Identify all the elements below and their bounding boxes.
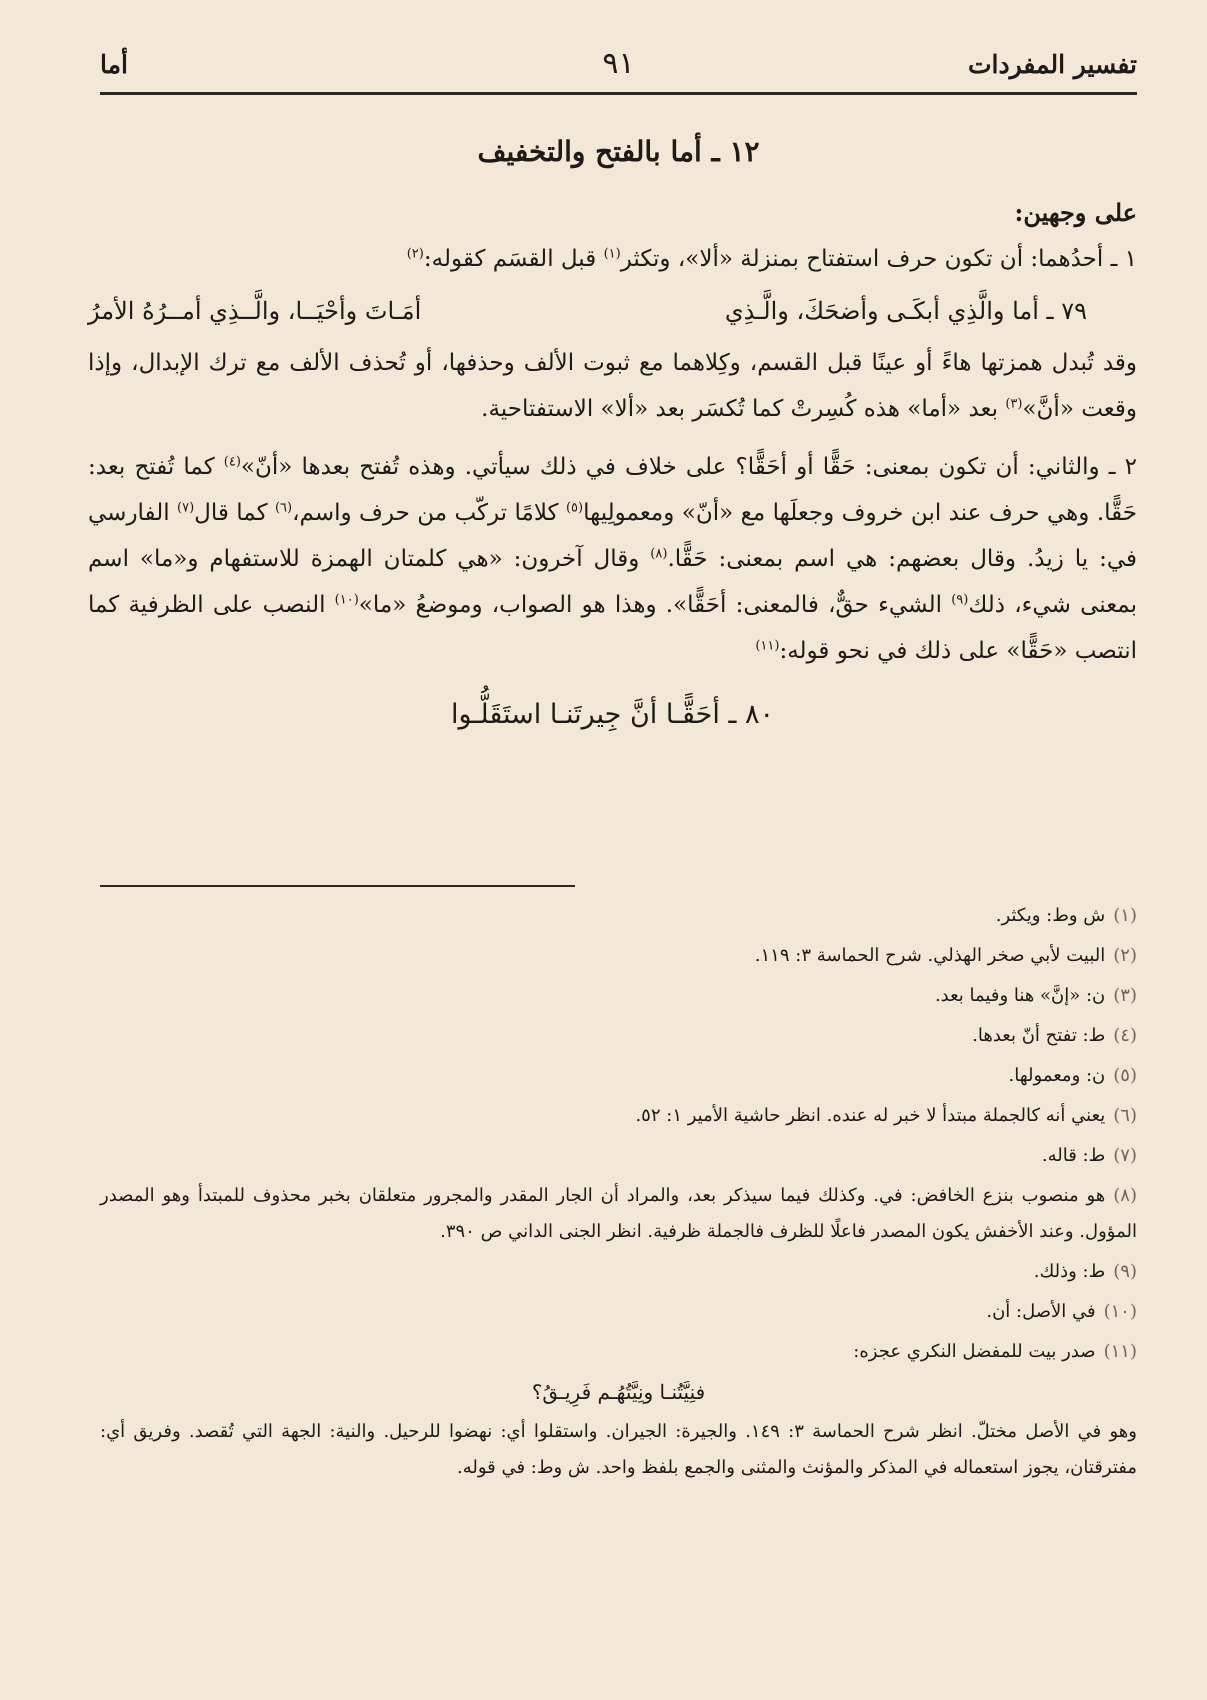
footnote-5	[100, 1058, 1137, 1094]
footnote-9	[100, 1254, 1137, 1290]
footnote-verse: فنِيَّتُنـا ونِيَّتُهُـم فَرِيـقُ؟	[531, 1380, 706, 1404]
footnote-4	[100, 1018, 1137, 1054]
footnote-text: ش وط: ويكثر.	[995, 905, 1106, 926]
footnote-ref[interactable]: (٥)	[565, 500, 584, 516]
footnote-ref[interactable]: (٩)	[951, 592, 969, 608]
footnote-2	[100, 938, 1137, 974]
sense-two-text: كما قال	[194, 500, 275, 526]
footnote-8	[100, 1178, 1137, 1250]
footnote-ref[interactable]: (٦)	[274, 500, 293, 516]
paragraph-text-a: وقد تُبدل همزتها هاءً أو عينًا قبل القسم، وكِلاهما مع ثبوت الألف وحذفها، أو تُحذف الألف مع ترك الإبدال، وإذا وقعت «أنَّ»	[88, 350, 1137, 422]
header-rule	[100, 92, 1137, 95]
footnote-rule	[100, 885, 575, 887]
footnote-number: (١٠)	[1103, 1301, 1137, 1322]
footnote-ref[interactable]: (١١)	[755, 638, 780, 654]
sense-one-text-a: ١ ـ أحدُهما: أن تكون حرف استفتاح بمنزلة «ألا»، وتكثر	[620, 246, 1137, 272]
footnote-text: ن: «إنَّ» هنا وفيما بعد.	[934, 985, 1106, 1006]
footnote-number: (٥)	[1113, 1065, 1137, 1086]
book-title: تفسير المفردات	[967, 50, 1137, 79]
footnote-number: (١١)	[1103, 1341, 1137, 1362]
footnote-text: في الأصل: أن.	[986, 1301, 1096, 1322]
footnote-ref[interactable]: (٢)	[406, 246, 424, 262]
footnote-11-continuation: وهو في الأصل مختلّ. انظر شرح الحماسة ٣: ١٤٩. والجيرة: الجيران. واستقلوا أي: نهضوا للرحيل. والنية: الجهة التي تُقصد. وفريق أي: مفترقتان، يجوز استعماله في المذكر والمؤنث والمثنى والجمع بلفظ واحد. ش وط: في قوله.	[100, 1421, 1137, 1478]
sense-two-text: النصب على الظرفية كما انتصب «حَقًّا» على ذلك في نحو قوله:	[88, 592, 1137, 664]
sense-two-text: الفارسي في: يا زيدُ. وقال بعضهم: هي اسم بمعنى: حَقًّا.	[88, 500, 1138, 572]
footnote-ref[interactable]: (١٠)	[334, 592, 359, 608]
sense-two-text: ٢ ـ والثاني: أن تكون بمعنى: حَقًّا أو أحَقًّا؟ على خلاف في ذلك سيأتي. وهذه تُفتح بعدها «أنّ»	[240, 454, 1137, 480]
sense-one-text-b: قبل القسَم كقوله:	[423, 246, 604, 272]
verse-79-second-hemistich: أمَـاتَ وأحْيَــا، والَّــذِي أمــرُهُ الأمرُ	[88, 297, 422, 325]
footnote-number: (٩)	[1113, 1261, 1137, 1282]
footnote-ref[interactable]: (٣)	[1005, 396, 1023, 412]
footnote-text: هو منصوب بنزع الخافض: في. وكذلك فيما سيذكر بعد، والمراد أن الجار المقدر والمجرور متعلقان بخبر محذوف للمبتدأ وهو المصدر المؤول. وعند الأخفش يكون المصدر فاعلًا للظرف فالجملة ظرفية. انظر الجنى الداني ص ٣٩٠.	[100, 1185, 1137, 1242]
sense-two	[88, 444, 1137, 674]
footnote-ref[interactable]: (٨)	[650, 546, 668, 562]
footnote-1	[100, 898, 1137, 934]
footnote-number: (٨)	[1113, 1185, 1137, 1206]
footnote-text: ن: ومعمولها.	[1008, 1065, 1106, 1086]
sense-two-text: الشيء حقٌّ، فالمعنى: أحَقًّا». وهذا هو الصواب، وموضعُ «ما»	[358, 592, 952, 618]
footnote-number: (٤)	[1113, 1025, 1137, 1046]
footnote-3	[100, 978, 1137, 1014]
footnote-6	[100, 1098, 1137, 1134]
paragraph-substitution	[88, 340, 1137, 432]
footnote-number: (١)	[1113, 905, 1137, 926]
entry-title: ١٢ ـ أما بالفتح والتخفيف	[477, 135, 760, 168]
footnotes	[100, 898, 1137, 1486]
verse-79-first-hemistich: ٧٩ ـ أما والَّذِي أبكَـى وأضحَكَ، والَّـذِي	[724, 297, 1087, 325]
footnote-number: (٧)	[1113, 1145, 1137, 1166]
footnote-text: ط: تفتح أنّ بعدها.	[972, 1025, 1106, 1046]
verse-80: ٨٠ ـ أحَقًّـا أنَّ جِيرتَنـا استَقَلُّـوا	[451, 699, 774, 730]
footnote-number: (٢)	[1113, 945, 1137, 966]
intro-heading: على وجهين:	[1014, 198, 1137, 227]
footnote-ref[interactable]: (٤)	[223, 454, 241, 470]
footnote-11	[100, 1334, 1137, 1370]
footnote-10	[100, 1294, 1137, 1330]
verse-79	[88, 282, 1137, 340]
entry-word: أما	[100, 50, 128, 79]
paragraph-text-b: بعد «أما» هذه كُسِرتْ كما تُكسَر بعد «ألا» الاستفتاحية.	[481, 396, 1006, 422]
footnote-text: يعني أنه كالجملة مبتدأ لا خبر له عنده. انظر حاشية الأمير ١: ٥٢.	[635, 1105, 1106, 1126]
sense-one	[88, 236, 1137, 282]
running-header	[100, 40, 1137, 84]
footnote-ref[interactable]: (٧)	[177, 500, 195, 516]
footnote-ref[interactable]: (١)	[603, 246, 621, 262]
footnote-7	[100, 1138, 1137, 1174]
main-text	[88, 190, 1137, 738]
sense-two-text: كما تُفتح بعد: حَقًّا. وهي حرف عند ابن خروف وجعلَها مع «أنّ» ومعمولِيها	[88, 454, 1137, 526]
footnote-number: (٦)	[1113, 1105, 1137, 1126]
sense-two-text: كلامًا تركّب من حرف واسم،	[292, 500, 566, 526]
sense-two-text: وقال آخرون: «هي كلمتان الهمزة للاستفهام و«ما» اسم بمعنى شيء، ذلك	[88, 546, 1137, 618]
footnote-text: ط: قاله.	[1041, 1145, 1106, 1166]
footnote-text: صدر بيت للمفضل النكري عجزه:	[853, 1341, 1096, 1362]
page-number: ٩١	[602, 46, 635, 81]
footnote-number: (٣)	[1113, 985, 1137, 1006]
footnote-text: ط: وذلك.	[1033, 1261, 1106, 1282]
footnote-text: البيت لأبي صخر الهذلي. شرح الحماسة ٣: ١١٩.	[754, 945, 1106, 966]
